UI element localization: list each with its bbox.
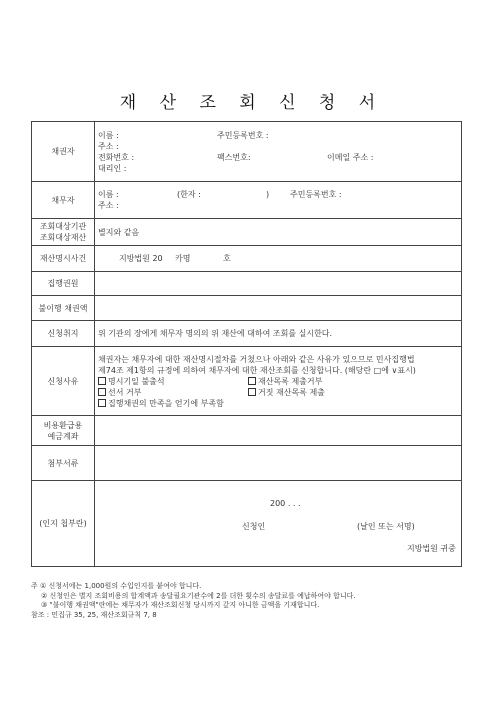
target-label: 조회대상기관 조회대상재산: [32, 219, 95, 246]
seal-or-signature[interactable]: (날인 또는 서명): [357, 522, 415, 531]
reason-option-insufficient[interactable]: 집행채권의 만족을 얻기에 부족함: [98, 398, 248, 409]
reference: 참조 : 민집규 35, 25, 재산조회규칙 7, 8: [31, 610, 157, 619]
debtor-hanja-field[interactable]: (한자 :: [177, 190, 201, 199]
checkbox-icon[interactable]: [98, 388, 106, 396]
unpaid-label: 불이행 채권액: [32, 296, 95, 321]
note-3: ③ "불이행 채권액"란에는 채무자가 재산조회신청 당시까지 갚지 아니한 금액을 기재합니다.: [41, 601, 320, 609]
reason-line-1: 채권자는 채무자에 대한 재산명시절차를 거쳤으나 아래와 같은 사유가 있으므로 민사집행법: [98, 354, 415, 364]
account-label: 비용환급용 예금계좌: [32, 416, 95, 446]
enforcement-title-label: 집행권원: [32, 272, 95, 296]
creditor-rrn-field[interactable]: 주민등록번호 :: [217, 130, 269, 140]
date-field[interactable]: 200 . . .: [270, 499, 301, 508]
creditor-name-field[interactable]: 이름 :: [98, 130, 119, 140]
creditor-row: [32, 122, 462, 182]
case-row: [32, 246, 462, 272]
debtor-address-field[interactable]: 주소 :: [98, 201, 119, 210]
case-court: 지방법원 20: [119, 254, 163, 263]
case-type: 카명: [175, 254, 191, 263]
checkbox-icon[interactable]: [98, 377, 106, 385]
reason-label: 신청사유: [32, 347, 95, 416]
unpaid-field[interactable]: [95, 296, 462, 321]
reason-line-2: 제74조 제1항의 규정에 의하여 채무자에 대한 재산조회를 신청합니다. (해당란 □에 ∨표시): [98, 365, 416, 375]
creditor-phone-field[interactable]: 전화번호 :: [98, 152, 135, 162]
debtor-label: 채무자: [32, 182, 95, 219]
reason-option-refuse-oath[interactable]: 선서 거부: [98, 387, 248, 398]
creditor-email-field[interactable]: 이메일 주소 :: [327, 152, 374, 162]
purpose-text: 위 기관의 장에게 채무자 명의의 위 재산에 대하여 조회를 실시한다.: [95, 321, 462, 347]
application-form: [31, 121, 462, 567]
target-row: [32, 219, 462, 246]
checkbox-icon[interactable]: [98, 399, 106, 407]
checkbox-icon[interactable]: [248, 388, 256, 396]
case-label: 재산명시사건: [32, 246, 95, 272]
unpaid-row: [32, 296, 462, 321]
applicant-label: 신청인: [242, 522, 266, 531]
reason-row: [32, 347, 462, 416]
enforcement-title-field[interactable]: [95, 272, 462, 296]
reason-option-refuse-list[interactable]: 재산목록 제출거부: [248, 376, 398, 387]
debtor-fields[interactable]: [95, 182, 462, 219]
footnotes: [31, 582, 356, 620]
attach-field[interactable]: [95, 446, 462, 481]
account-row: [32, 416, 462, 446]
reason-option-false-list[interactable]: 거짓 재산목록 제출: [248, 387, 398, 398]
creditor-fax-field[interactable]: 팩스번호:: [217, 152, 251, 162]
account-field[interactable]: [95, 416, 462, 446]
creditor-label: 채권자: [32, 122, 95, 182]
signature-area: [95, 481, 462, 567]
creditor-fields[interactable]: [95, 122, 462, 182]
debtor-rrn-field[interactable]: 주민등록번호 :: [290, 190, 342, 199]
checkbox-icon[interactable]: [248, 377, 256, 385]
attach-label: 첨부서류: [32, 446, 95, 481]
purpose-label: 신청취지: [32, 321, 95, 347]
purpose-row: [32, 321, 462, 347]
note-1: 주 ① 신청서에는 1,000원의 수입인지를 붙여야 합니다.: [31, 582, 202, 590]
debtor-hanja-close: ): [266, 190, 270, 199]
target-value[interactable]: 별지와 같음: [95, 219, 462, 246]
creditor-agent-field[interactable]: 대리인 :: [98, 163, 127, 173]
debtor-row: [32, 182, 462, 219]
reason-content: [95, 347, 462, 416]
stamp-label: (인지 첩부란): [32, 481, 95, 567]
stamp-row: [32, 481, 462, 567]
page-title: 재 산 조 회 신 청 서: [119, 93, 385, 113]
reason-option-no-show[interactable]: 명시기일 불출석: [98, 376, 248, 387]
case-fields[interactable]: [95, 246, 462, 272]
debtor-name-field[interactable]: 이름 :: [98, 190, 119, 199]
attach-row: [32, 446, 462, 481]
enforcement-title-row: [32, 272, 462, 296]
note-2: ② 신청인은 별지 조회비용의 합계액과 송달필요기관수에 2를 더한 횟수의 송달료를 예납하여야 합니다.: [41, 591, 356, 600]
court-recipient: 지방법원 귀중: [407, 544, 456, 553]
creditor-address-field[interactable]: 주소 :: [98, 141, 119, 151]
case-number: 호: [223, 254, 231, 263]
